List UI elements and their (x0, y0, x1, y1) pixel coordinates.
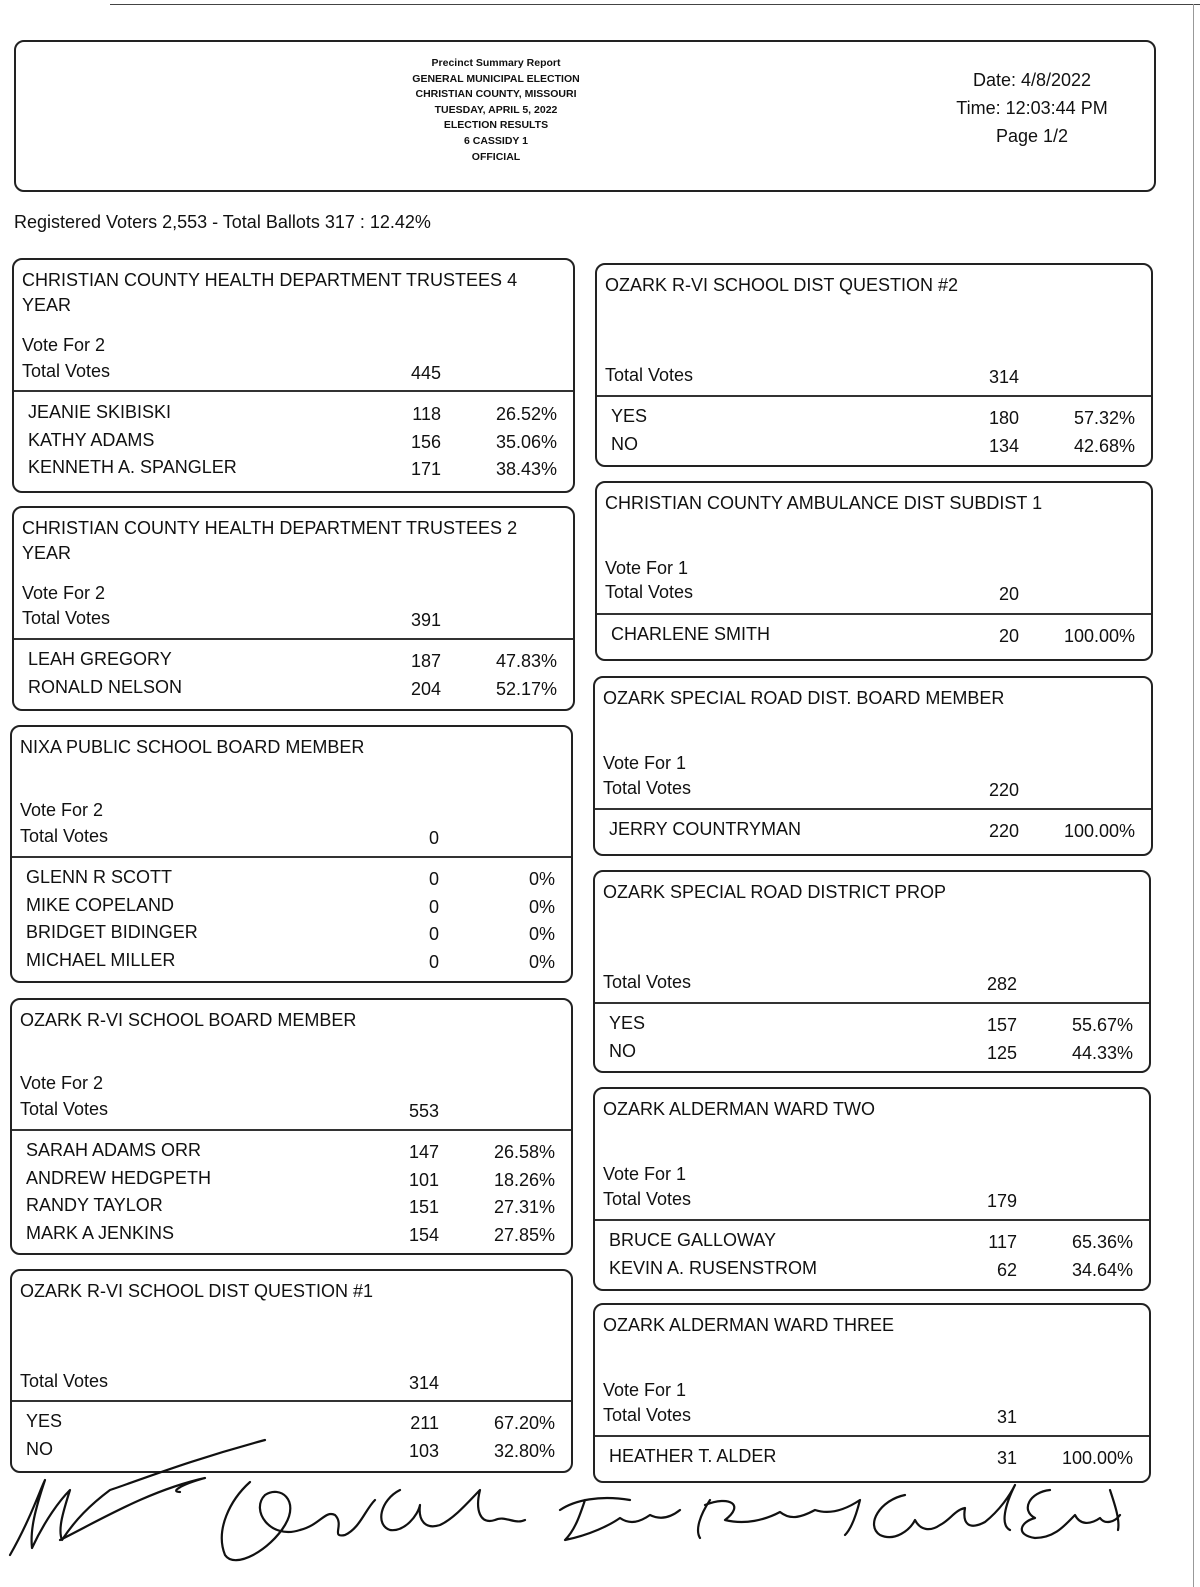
total-votes-value: 553 (408, 1101, 439, 1121)
vote-for-label: Vote For 2 (20, 800, 104, 820)
divider (12, 1129, 571, 1131)
election-date: TUESDAY, APRIL 5, 2022 (434, 103, 558, 116)
divider (595, 808, 1151, 810)
candidate-row (597, 406, 1151, 434)
election-name: GENERAL MUNICIPAL ELECTION (412, 72, 580, 85)
candidate-votes: 147 (408, 1142, 439, 1162)
candidate-percent: 27.85% (493, 1224, 555, 1245)
vote-for-label: Vote For 1 (603, 1164, 687, 1184)
candidate-row (12, 950, 571, 978)
total-votes-label: Total Votes (22, 608, 111, 628)
candidate-votes: 103 (408, 1440, 439, 1461)
candidate-percent: 0% (528, 951, 555, 972)
candidate-row (12, 922, 571, 950)
candidate-row (597, 624, 1151, 652)
race-title: OZARK SPECIAL ROAD DISTRICT PROP (603, 882, 947, 902)
race-box-ozark-alderman-ward-two (593, 1087, 1151, 1291)
candidate-percent: 32.80% (493, 1440, 555, 1461)
candidate-name: RONALD NELSON (28, 676, 183, 697)
candidate-percent: 26.58% (493, 1142, 555, 1162)
race-title: CHRISTIAN COUNTY AMBULANCE DIST SUBDIST 1 (605, 493, 1043, 513)
candidate-name: NO (26, 1438, 53, 1459)
race-title: NIXA PUBLIC SCHOOL BOARD MEMBER (20, 737, 365, 757)
candidate-row (14, 457, 573, 485)
candidate-row (595, 1258, 1149, 1286)
candidate-name: JEANIE SKIBISKI (28, 402, 172, 422)
candidate-name: MARK A JENKINS (26, 1222, 175, 1243)
race-box-ozark-r-vi-school-dist-question-2 (595, 263, 1153, 467)
total-votes-value: 445 (410, 363, 441, 383)
race-title: OZARK ALDERMAN WARD THREE (603, 1315, 895, 1335)
candidate-percent: 18.26% (493, 1169, 555, 1190)
candidate-name: BRIDGET BIDINGER (26, 922, 198, 942)
report-time: Time: 12:03:44 PM (956, 98, 1108, 118)
divider (14, 638, 573, 640)
candidate-row (597, 434, 1151, 462)
race-box-christian-county-health-department-trustees-4-year (12, 258, 575, 493)
race-title: OZARK SPECIAL ROAD DIST. BOARD MEMBER (603, 688, 1005, 708)
results-label: ELECTION RESULTS (443, 119, 549, 132)
candidate-name: YES (26, 1411, 63, 1431)
official-label: OFFICIAL (471, 150, 521, 163)
candidate-name: GLENN R SCOTT (26, 867, 173, 887)
candidate-percent: 0% (528, 924, 555, 944)
candidate-percent: 47.83% (495, 651, 557, 671)
total-votes-label: Total Votes (20, 1099, 109, 1119)
candidate-votes: 20 (998, 626, 1019, 646)
county-name: CHRISTIAN COUNTY, MISSOURI (415, 88, 577, 101)
candidate-row (595, 1013, 1149, 1041)
report-title-block (346, 56, 646, 165)
candidate-row (12, 1195, 571, 1223)
total-votes-label: Total Votes (603, 972, 692, 992)
race-box-ozark-r-vi-school-board-member (10, 998, 573, 1255)
vote-for-label: Vote For 2 (20, 1073, 104, 1093)
report-meta (922, 66, 1142, 150)
candidate-row (595, 819, 1151, 847)
candidate-name: YES (609, 1013, 646, 1033)
candidate-percent: 52.17% (495, 678, 557, 699)
candidate-votes: 0 (428, 951, 439, 972)
total-votes-value: 31 (996, 1407, 1017, 1427)
candidate-name: ANDREW HEDGPETH (26, 1167, 212, 1188)
race-box-ozark-special-road-district-prop (593, 870, 1151, 1073)
candidate-votes: 157 (986, 1015, 1017, 1035)
candidate-name: MIKE COPELAND (26, 894, 175, 915)
candidate-percent: 100.00% (1063, 821, 1135, 841)
candidate-row (12, 1168, 571, 1196)
race-box-christian-county-ambulance-dist-subdist-1 (595, 481, 1153, 661)
candidate-row (12, 867, 571, 895)
candidate-name: LEAH GREGORY (28, 649, 172, 669)
candidate-percent: 27.31% (493, 1197, 555, 1217)
report-date: Date: 4/8/2022 (972, 70, 1092, 90)
candidate-name: NO (609, 1040, 636, 1061)
candidate-row (595, 1230, 1149, 1258)
divider (597, 395, 1151, 397)
divider (12, 1400, 571, 1402)
candidate-row (12, 1140, 571, 1168)
candidate-row (14, 677, 573, 705)
race-title: OZARK R-VI SCHOOL BOARD MEMBER (20, 1010, 357, 1030)
candidate-percent: 44.33% (1071, 1042, 1133, 1063)
divider (14, 390, 573, 392)
candidate-votes: 187 (410, 651, 441, 671)
candidate-votes: 0 (428, 869, 439, 889)
candidate-name: KEVIN A. RUSENSTROM (609, 1257, 818, 1278)
race-title: OZARK R-VI SCHOOL DIST QUESTION #2 (605, 275, 959, 295)
candidate-name: KENNETH A. SPANGLER (28, 457, 237, 477)
candidate-percent: 0% (528, 896, 555, 917)
total-votes-label: Total Votes (603, 1405, 692, 1425)
total-votes-value: 220 (988, 780, 1019, 800)
candidate-percent: 100.00% (1063, 626, 1135, 646)
candidate-percent: 42.68% (1073, 435, 1135, 456)
divider (12, 856, 571, 858)
vote-for-label: Vote For 1 (603, 1380, 687, 1400)
candidate-votes: 180 (988, 408, 1019, 428)
precinct-name: 6 CASSIDY 1 (464, 134, 528, 147)
candidate-votes: 125 (986, 1042, 1017, 1063)
report-header (14, 40, 1156, 192)
candidate-votes: 117 (988, 1232, 1017, 1252)
candidate-row (14, 649, 573, 677)
candidate-percent: 0% (528, 869, 555, 889)
candidate-votes: 0 (428, 896, 439, 917)
total-votes-label: Total Votes (603, 778, 692, 798)
total-votes-value: 391 (410, 610, 441, 630)
candidate-votes: 204 (410, 678, 441, 699)
vote-for-label: Vote For 1 (603, 753, 687, 773)
candidate-votes: 62 (996, 1259, 1017, 1280)
candidate-percent: 26.52% (495, 404, 557, 424)
top-rule (110, 4, 1200, 5)
candidate-row (14, 430, 573, 458)
candidate-percent: 34.64% (1071, 1259, 1133, 1280)
candidate-votes: 118 (412, 404, 441, 424)
total-votes-label: Total Votes (22, 361, 111, 381)
candidate-votes: 134 (988, 435, 1019, 456)
candidate-name: BRUCE GALLOWAY (609, 1230, 777, 1250)
candidate-row (14, 402, 573, 430)
candidate-votes: 101 (408, 1169, 439, 1190)
vote-for-label: Vote For 1 (605, 558, 689, 578)
race-title: OZARK R-VI SCHOOL DIST QUESTION #1 (20, 1281, 374, 1301)
total-votes-value: 282 (986, 974, 1017, 994)
registered-voters-line: Registered Voters 2,553 - Total Ballots 317 : 12.42% (14, 212, 431, 232)
signatures (0, 1430, 1200, 1587)
candidate-percent: 65.36% (1071, 1232, 1133, 1252)
candidate-name: NO (611, 433, 638, 454)
total-votes-value: 20 (998, 584, 1019, 604)
candidate-row (595, 1041, 1149, 1069)
race-box-nixa-public-school-board-member (10, 725, 573, 983)
race-box-christian-county-health-department-trustees-2-year (12, 506, 575, 711)
candidate-name: YES (611, 406, 648, 426)
race-title: CHRISTIAN COUNTY HEALTH DEPARTMENT TRUSTEES 2 YEAR (22, 518, 518, 563)
divider (595, 1219, 1149, 1221)
total-votes-label: Total Votes (605, 365, 694, 385)
total-votes-label: Total Votes (20, 1371, 109, 1391)
race-title: OZARK ALDERMAN WARD TWO (603, 1099, 876, 1119)
candidate-name: KATHY ADAMS (28, 429, 155, 450)
total-votes-label: Total Votes (20, 826, 109, 846)
candidate-votes: 154 (408, 1224, 439, 1245)
candidate-name: JERRY COUNTRYMAN (609, 819, 802, 839)
candidate-percent: 67.20% (493, 1413, 555, 1433)
total-votes-label: Total Votes (605, 582, 694, 602)
candidate-row (12, 1223, 571, 1251)
vote-for-label: Vote For 2 (22, 583, 106, 603)
race-title: CHRISTIAN COUNTY HEALTH DEPARTMENT TRUSTEES 4 YEAR (22, 270, 518, 315)
candidate-percent: 55.67% (1071, 1015, 1133, 1035)
candidate-name: CHARLENE SMITH (611, 624, 771, 644)
candidate-percent: 35.06% (495, 431, 557, 452)
candidate-percent: 38.43% (495, 459, 557, 479)
candidate-votes: 211 (410, 1413, 439, 1433)
candidate-row (12, 895, 571, 923)
divider (597, 613, 1151, 615)
candidate-votes: 0 (428, 924, 439, 944)
candidate-percent: 57.32% (1073, 408, 1135, 428)
race-box-ozark-special-road-dist-board-member (593, 676, 1153, 856)
candidate-percent: 100.00% (1061, 1448, 1133, 1468)
candidate-name: SARAH ADAMS ORR (26, 1140, 202, 1160)
total-votes-value: 179 (986, 1191, 1017, 1211)
total-votes-value: 314 (988, 367, 1019, 387)
candidate-votes: 171 (410, 459, 441, 479)
candidate-votes: 151 (408, 1197, 439, 1217)
vote-for-label: Vote For 2 (22, 335, 106, 355)
candidate-name: MICHAEL MILLER (26, 949, 176, 970)
candidate-votes: 220 (988, 821, 1019, 841)
total-votes-label: Total Votes (603, 1189, 692, 1209)
page-number: Page 1/2 (995, 126, 1069, 146)
total-votes-value: 0 (428, 828, 439, 848)
candidate-name: RANDY TAYLOR (26, 1195, 163, 1215)
candidate-name: HEATHER T. ALDER (609, 1446, 777, 1466)
candidate-votes: 156 (410, 431, 441, 452)
report-title: Precinct Summary Report (431, 57, 561, 69)
total-votes-value: 314 (408, 1373, 439, 1393)
divider (595, 1002, 1149, 1004)
candidate-votes: 31 (996, 1448, 1017, 1468)
page-edge (1193, 4, 1194, 1587)
